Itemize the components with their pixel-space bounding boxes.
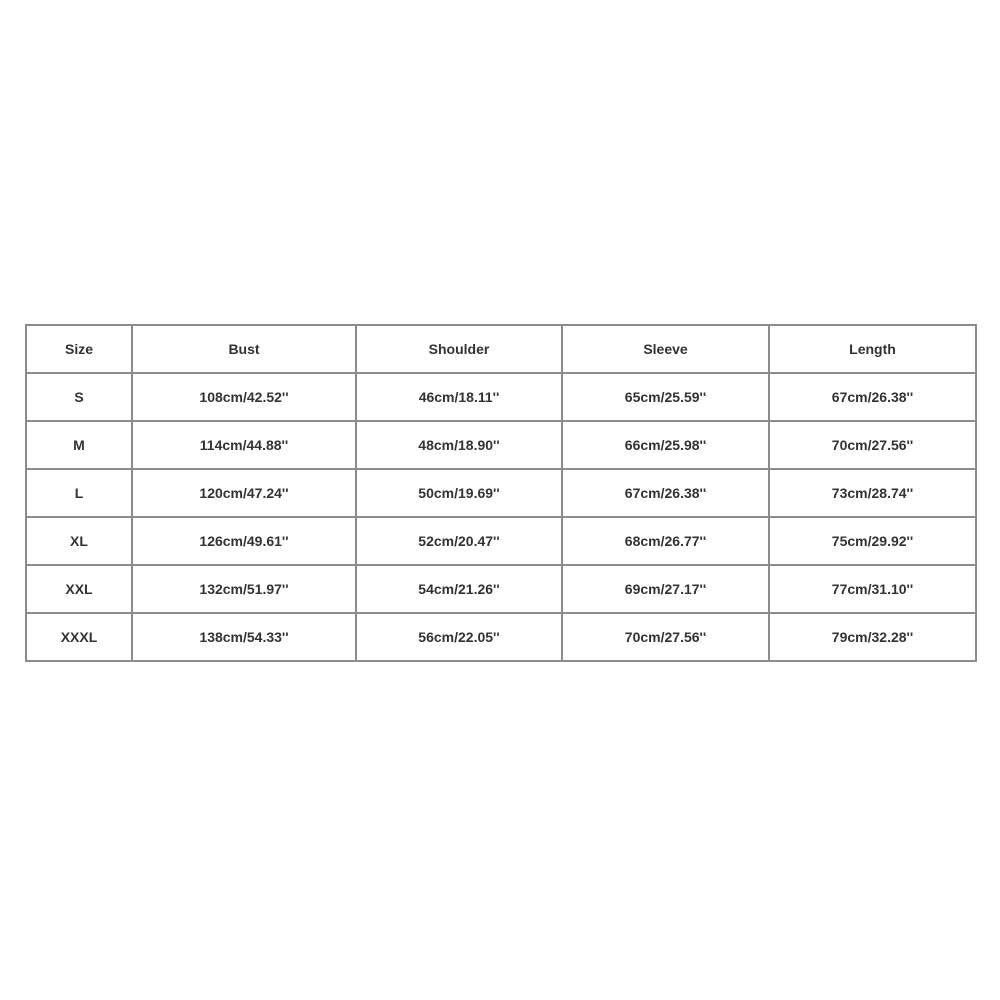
cell-sleeve: 69cm/27.17'' — [562, 565, 769, 613]
cell-bust: 126cm/49.61'' — [132, 517, 356, 565]
cell-size: L — [26, 469, 132, 517]
cell-bust: 138cm/54.33'' — [132, 613, 356, 661]
cell-shoulder: 50cm/19.69'' — [356, 469, 562, 517]
cell-sleeve: 65cm/25.59'' — [562, 373, 769, 421]
table-row — [26, 421, 976, 469]
cell-shoulder: 54cm/21.26'' — [356, 565, 562, 613]
cell-size: S — [26, 373, 132, 421]
cell-size: XL — [26, 517, 132, 565]
cell-size: XXL — [26, 565, 132, 613]
header-row — [26, 325, 976, 373]
cell-sleeve: 67cm/26.38'' — [562, 469, 769, 517]
cell-size: XXXL — [26, 613, 132, 661]
header-bust: Bust — [132, 325, 356, 373]
header-sleeve: Sleeve — [562, 325, 769, 373]
size-chart-table — [25, 324, 977, 662]
table-row — [26, 517, 976, 565]
cell-shoulder: 46cm/18.11'' — [356, 373, 562, 421]
cell-sleeve: 68cm/26.77'' — [562, 517, 769, 565]
cell-bust: 114cm/44.88'' — [132, 421, 356, 469]
table-row — [26, 373, 976, 421]
cell-length: 67cm/26.38'' — [769, 373, 976, 421]
table-row — [26, 613, 976, 661]
header-shoulder: Shoulder — [356, 325, 562, 373]
cell-bust: 108cm/42.52'' — [132, 373, 356, 421]
table-row — [26, 469, 976, 517]
cell-shoulder: 56cm/22.05'' — [356, 613, 562, 661]
cell-length: 75cm/29.92'' — [769, 517, 976, 565]
cell-shoulder: 52cm/20.47'' — [356, 517, 562, 565]
header-size: Size — [26, 325, 132, 373]
cell-length: 79cm/32.28'' — [769, 613, 976, 661]
cell-length: 73cm/28.74'' — [769, 469, 976, 517]
cell-bust: 132cm/51.97'' — [132, 565, 356, 613]
cell-length: 70cm/27.56'' — [769, 421, 976, 469]
table-row — [26, 565, 976, 613]
cell-shoulder: 48cm/18.90'' — [356, 421, 562, 469]
cell-size: M — [26, 421, 132, 469]
header-length: Length — [769, 325, 976, 373]
cell-length: 77cm/31.10'' — [769, 565, 976, 613]
cell-sleeve: 70cm/27.56'' — [562, 613, 769, 661]
cell-sleeve: 66cm/25.98'' — [562, 421, 769, 469]
cell-bust: 120cm/47.24'' — [132, 469, 356, 517]
